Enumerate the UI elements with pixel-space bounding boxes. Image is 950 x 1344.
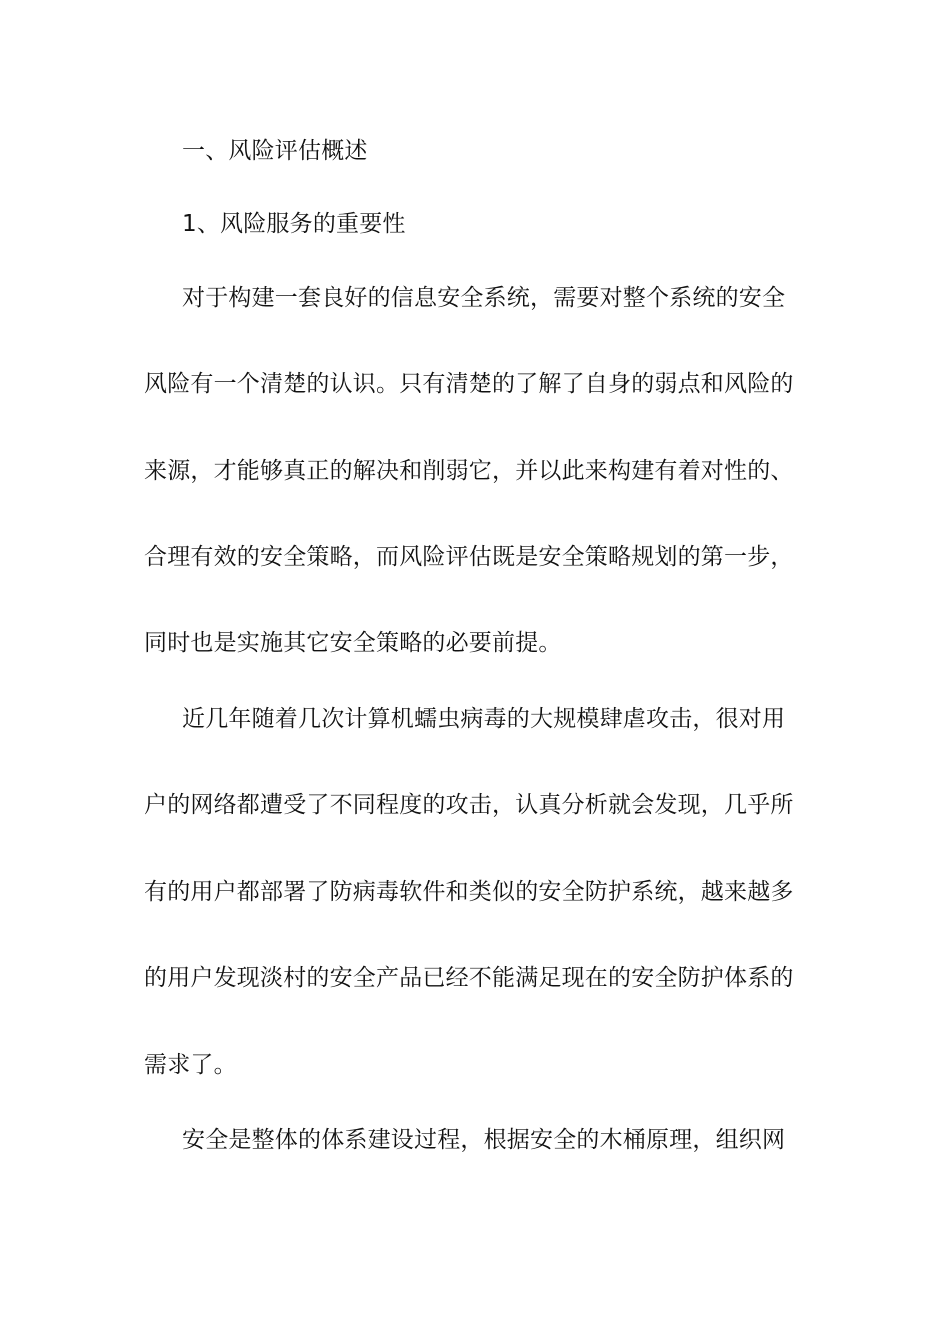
paragraph-line: 近几年随着几次计算机蠕虫病毒的大规模肆虐攻击，很对用 bbox=[182, 706, 786, 732]
paragraph-line: 的用户发现淡村的安全产品已经不能满足现在的安全防护体系的 bbox=[144, 965, 794, 991]
paragraph-line: 来源，才能够真正的解决和削弱它，并以此来构建有着对性的、 bbox=[144, 458, 794, 484]
paragraph-line: 同时也是实施其它安全策略的必要前提。 bbox=[144, 630, 562, 656]
subsection-heading: 1、风险服务的重要性 bbox=[182, 211, 406, 237]
paragraph-line: 对于构建一套良好的信息安全系统，需要对整个系统的安全 bbox=[182, 285, 786, 311]
paragraph-line: 有的用户都部署了防病毒软件和类似的安全防护系统，越来越多 bbox=[144, 879, 794, 905]
paragraph-line: 户的网络都遭受了不同程度的攻击，认真分析就会发现，几乎所 bbox=[144, 792, 794, 818]
section-heading: 一、风险评估概述 bbox=[182, 138, 368, 164]
paragraph-line: 需求了。 bbox=[144, 1052, 237, 1078]
paragraph-line: 安全是整体的体系建设过程，根据安全的木桶原理，组织网 bbox=[182, 1127, 786, 1153]
paragraph-line: 风险有一个清楚的认识。只有清楚的了解了自身的弱点和风险的 bbox=[144, 371, 794, 397]
paragraph-line: 合理有效的安全策略，而风险评估既是安全策略规划的第一步， bbox=[144, 544, 794, 570]
